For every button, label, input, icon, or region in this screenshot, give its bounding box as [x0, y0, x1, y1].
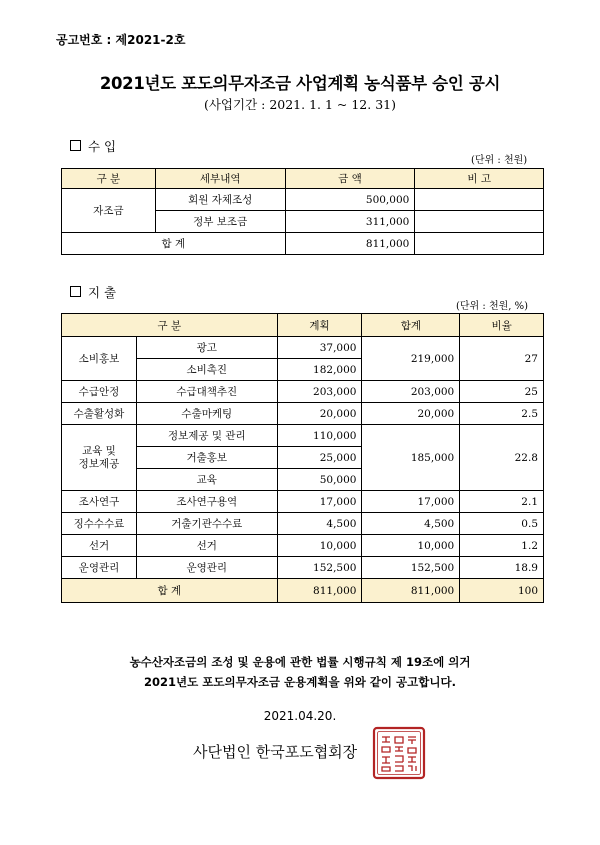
expense-item-cell: 거출기관수수료 [136, 513, 277, 535]
expense-table [61, 313, 544, 603]
income-detail-cell: 정부 보조금 [155, 211, 285, 233]
income-col-category: 구 분 [62, 169, 156, 189]
expense-item-cell: 거출홍보 [136, 447, 277, 469]
expense-total-sum: 811,000 [362, 579, 460, 603]
expense-sum-cell: 17,000 [362, 491, 460, 513]
checkbox-square-icon [70, 140, 81, 151]
expense-sum-cell: 185,000 [362, 425, 460, 491]
table-row [62, 403, 544, 425]
expense-item-cell: 정보제공 및 관리 [136, 425, 277, 447]
expense-total-plan: 811,000 [277, 579, 362, 603]
expense-plan-cell: 4,500 [277, 513, 362, 535]
expense-item-cell: 광고 [136, 337, 277, 359]
business-period: (사업기간 : 2021. 1. 1 ~ 12. 31) [203, 97, 396, 112]
statement-line-2: 2021년도 포도의무자조금 운용계획을 위와 같이 공고합니다. [144, 675, 456, 689]
expense-sum-cell: 20,000 [362, 403, 460, 425]
expense-plan-cell: 37,000 [277, 337, 362, 359]
expense-col-category: 구 분 [62, 314, 278, 337]
income-section-heading [70, 137, 116, 155]
income-col-note: 비 고 [415, 169, 544, 189]
expense-sum-cell: 10,000 [362, 535, 460, 557]
expense-group-cell: 수출활성화 [62, 403, 137, 425]
expense-item-cell: 수출마케팅 [136, 403, 277, 425]
checkbox-square-icon [70, 286, 81, 297]
expense-plan-cell: 203,000 [277, 381, 362, 403]
expense-group-cell [62, 425, 137, 491]
income-table [61, 168, 544, 255]
expense-total-label: 합 계 [62, 579, 278, 603]
income-total-row [62, 233, 544, 255]
income-note-cell [415, 189, 544, 211]
income-header-row [62, 169, 544, 189]
expense-group-cell: 조사연구 [62, 491, 137, 513]
expense-item-cell: 운영관리 [136, 557, 277, 579]
income-total-amount: 811,000 [285, 233, 415, 255]
expense-group-cell: 소비홍보 [62, 337, 137, 381]
income-col-detail: 세부내역 [155, 169, 285, 189]
expense-plan-cell: 50,000 [277, 469, 362, 491]
expense-plan-cell: 10,000 [277, 535, 362, 557]
expense-sum-cell: 4,500 [362, 513, 460, 535]
expense-group-cell: 선거 [62, 535, 137, 557]
notice-number: 공고번호 : 제2021-2호 [56, 33, 186, 47]
expense-group-name-line1: 교육 및 [82, 444, 116, 457]
income-amount-cell: 311,000 [285, 211, 415, 233]
expense-section-heading [70, 283, 116, 301]
expense-ratio-cell: 18.9 [460, 557, 544, 579]
expense-ratio-cell: 1.2 [460, 535, 544, 557]
organization-name: 사단법인 한국포도협회장 [193, 743, 358, 761]
expense-item-cell: 수급대책추진 [136, 381, 277, 403]
expense-ratio-cell: 27 [460, 337, 544, 381]
income-total-label: 합 계 [62, 233, 286, 255]
table-row [62, 557, 544, 579]
table-row [62, 535, 544, 557]
expense-group-cell: 운영관리 [62, 557, 137, 579]
expense-total-ratio: 100 [460, 579, 544, 603]
income-col-amount: 금 액 [285, 169, 415, 189]
table-row [62, 425, 544, 447]
expense-sum-cell: 203,000 [362, 381, 460, 403]
expense-plan-cell: 25,000 [277, 447, 362, 469]
expense-group-cell: 수급안정 [62, 381, 137, 403]
income-detail-cell: 회원 자체조성 [155, 189, 285, 211]
income-group-cell: 자조금 [62, 189, 156, 233]
expense-col-sum: 합계 [362, 314, 460, 337]
expense-item-cell: 소비촉진 [136, 359, 277, 381]
expense-header-row [62, 314, 544, 337]
expense-plan-cell: 152,500 [277, 557, 362, 579]
table-row [62, 513, 544, 535]
expense-plan-cell: 110,000 [277, 425, 362, 447]
expense-group-name-line2: 정보제공 [78, 457, 120, 470]
expense-plan-cell: 17,000 [277, 491, 362, 513]
announcement-date: 2021.04.20. [263, 709, 337, 723]
table-row [62, 381, 544, 403]
expense-ratio-cell: 25 [460, 381, 544, 403]
announcement-statement [0, 652, 600, 692]
statement-line-1: 농수산자조금의 조성 및 운용에 관한 법률 시행규칙 제 19조에 의거 [129, 655, 471, 669]
expense-heading-text: 지 출 [88, 285, 117, 300]
expense-total-row [62, 579, 544, 603]
expense-col-plan: 계획 [277, 314, 362, 337]
income-total-note [415, 233, 544, 255]
expense-ratio-cell: 0.5 [460, 513, 544, 535]
expense-sum-cell: 152,500 [362, 557, 460, 579]
income-note-cell [415, 211, 544, 233]
expense-item-cell: 조사연구용역 [136, 491, 277, 513]
expense-sum-cell: 219,000 [362, 337, 460, 381]
expense-ratio-cell: 2.5 [460, 403, 544, 425]
income-heading-text: 수 입 [88, 139, 117, 154]
expense-plan-cell: 182,000 [277, 359, 362, 381]
expense-col-ratio: 비율 [460, 314, 544, 337]
expense-plan-cell: 20,000 [277, 403, 362, 425]
table-row [62, 337, 544, 359]
expense-item-cell: 교육 [136, 469, 277, 491]
official-seal-icon [372, 726, 426, 780]
table-row [62, 189, 544, 211]
income-unit-note: (단위 : 천원) [471, 155, 528, 166]
expense-ratio-cell: 22.8 [460, 425, 544, 491]
expense-group-cell: 징수수수료 [62, 513, 137, 535]
expense-unit-note: (단위 : 천원, %) [456, 301, 529, 312]
income-amount-cell: 500,000 [285, 189, 415, 211]
expense-ratio-cell: 2.1 [460, 491, 544, 513]
table-row [62, 491, 544, 513]
expense-item-cell: 선거 [136, 535, 277, 557]
document-title: 2021년도 포도의무자조금 사업계획 농식품부 승인 공시 [99, 74, 501, 93]
